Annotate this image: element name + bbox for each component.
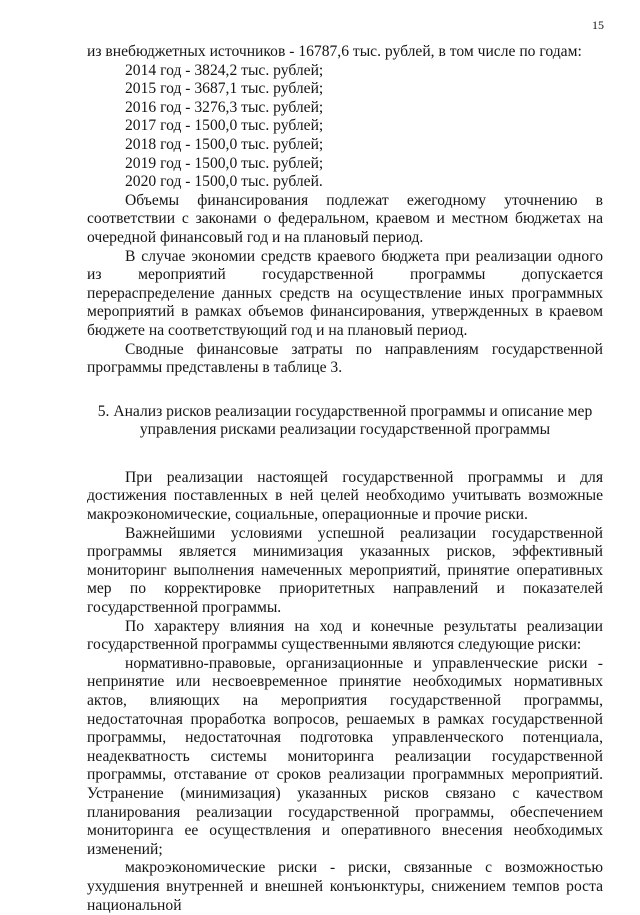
year-item-2019: 2019 год - 1500,0 тыс. рублей; [125,154,324,172]
paragraph-key-conditions: Важнейшими условиями успешной реализации государственной программы является минимизация указанных рисков, эффективный мониторинг выполнения намеченных мероприятий, принятие оперативных мер по корректировке приоритетных направлений и показателей государственной программы. [87,524,603,617]
section-heading-line-1: 5. Анализ рисков реализации государственной программы и описание мер [97,402,593,420]
funding-by-year-list [87,62,603,192]
year-item-2016: 2016 год - 3276,3 тыс. рублей; [125,98,324,116]
section-heading-line-2: управления рисками реализации государственной программы [139,421,551,439]
year-item-2017: 2017 год - 1500,0 тыс. рублей; [125,117,324,135]
section-heading [87,403,603,440]
page-number: 15 [592,18,604,32]
paragraph-risks-intro: При реализации настоящей государственной программы и для достижения поставленных в ней целей необходимо учитывать возможные макроэкономические, социальные, операционные и прочие риски. [87,468,603,524]
year-item-2020: 2020 год - 1500,0 тыс. рублей. [125,173,323,191]
year-item-2014: 2014 год - 3824,2 тыс. рублей; [125,61,324,79]
paragraph-summary-costs: Сводные финансовые затраты по направлениям государственной программы представлены в таблице 3. [87,340,603,377]
document-body [87,43,603,915]
paragraph-funding-adjustment: Объемы финансирования подлежат ежегодному уточнению в соответствии с законами о федеральном, краевом и местном бюджетах на очередной финансовый год и на плановый период. [87,191,603,246]
paragraph-risk-types: По характеру влияния на ход и конечные результаты реализации государственной программы существенными являются следующие риски: [87,617,603,654]
paragraph-budget-savings: В случае экономии средств краевого бюджета при реализации одного из мероприятий государственной программы допускается перераспределение данных средств на осуществление иных программных мероприятий в рамках объемов финансирования, утвержденных в краевом бюджете на соответствующий год и на плановый период. [87,247,603,339]
intro-paragraph: из внебюджетных источников - 16787,6 тыс. рублей, в том числе по годам: [87,43,582,60]
year-item-2018: 2018 год - 1500,0 тыс. рублей; [125,135,324,153]
paragraph-macroeconomic-risks: макроэкономические риски - риски, связанные с возможностью ухудшения внутренней и внешней конъюнктуры, снижением темпов роста национальной [87,859,603,914]
paragraph-regulatory-risks: нормативно-правовые, организационные и управленческие риски - непринятие или несвоевременное принятие необходимых нормативных актов, влияющих на мероприятия государственной программы, недостаточная проработка вопросов, решаемых в рамках государственной программы, недостаточная подготовка управленческого потенциала, неадекватность системы мониторинга реализации государственной программы, отставание от сроков реализации программных мероприятий. Устранение (минимизация) указанных рисков связано с качеством планирования реализации государственной программы, обеспечением мониторинга ее осуществления и оперативного внесения необходимых изменений; [87,654,603,858]
year-item-2015: 2015 год - 3687,1 тыс. рублей; [125,80,324,98]
